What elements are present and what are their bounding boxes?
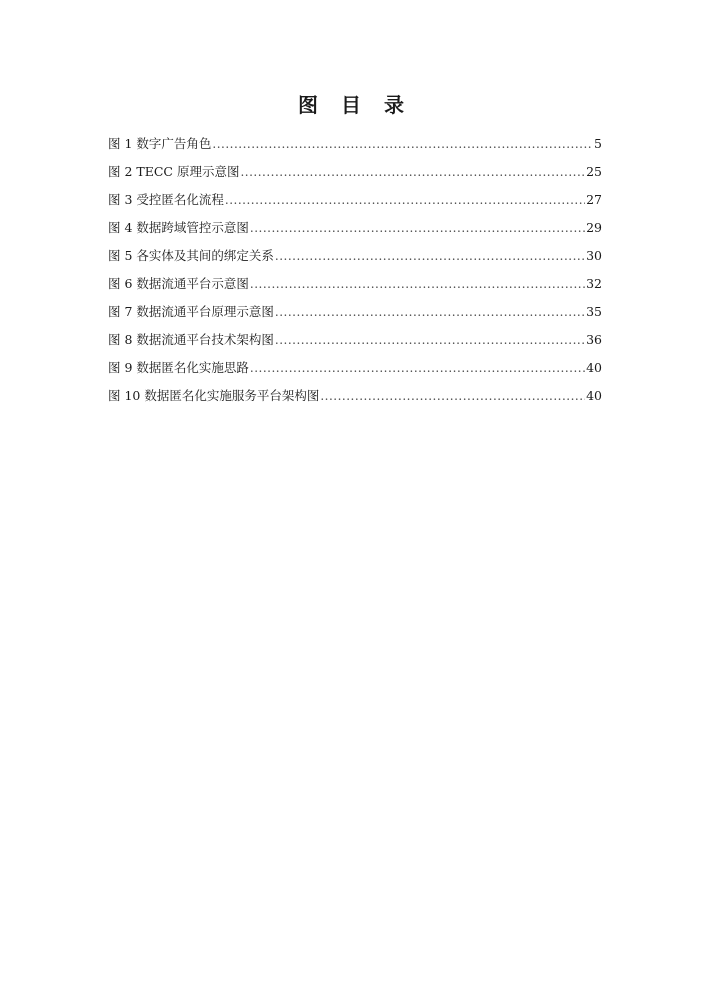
toc-dot-leader bbox=[225, 190, 585, 210]
toc-entry[interactable] bbox=[108, 210, 602, 238]
toc-entry[interactable] bbox=[108, 266, 602, 294]
toc-entry-label: 图 3 受控匿名化流程 bbox=[108, 192, 224, 207]
toc-entry-label: 图 6 数据流通平台示意图 bbox=[108, 276, 249, 291]
toc-dot-leader bbox=[250, 274, 585, 294]
toc-dot-leader bbox=[250, 358, 585, 378]
page-title: 图 目 录 bbox=[298, 93, 412, 117]
toc-entry[interactable] bbox=[108, 126, 602, 154]
toc-entry-label: 图 7 数据流通平台原理示意图 bbox=[108, 304, 274, 319]
toc-entry-label: 图 1 数字广告角色 bbox=[108, 136, 212, 151]
toc-dot-leader bbox=[240, 162, 585, 182]
toc-page-number: 40 bbox=[586, 388, 602, 403]
toc-dot-leader bbox=[250, 218, 585, 238]
toc-dot-leader bbox=[275, 246, 585, 266]
toc-page-number: 27 bbox=[586, 192, 602, 207]
toc-entry-label: 图 4 数据跨域管控示意图 bbox=[108, 220, 249, 235]
toc-page-number: 5 bbox=[594, 136, 602, 151]
toc-entry-label: 图 10 数据匿名化实施服务平台架构图 bbox=[108, 388, 320, 403]
toc-entry[interactable] bbox=[108, 322, 602, 350]
toc-entry[interactable] bbox=[108, 294, 602, 322]
toc-page-number: 36 bbox=[586, 332, 602, 347]
toc-entry[interactable] bbox=[108, 182, 602, 210]
toc-page-number: 32 bbox=[586, 276, 602, 291]
toc-entry[interactable] bbox=[108, 238, 602, 266]
toc-page-number: 40 bbox=[586, 360, 602, 375]
figure-toc-list bbox=[108, 126, 602, 406]
toc-entry-label: 图 8 数据流通平台技术架构图 bbox=[108, 332, 274, 347]
toc-page-number: 35 bbox=[586, 304, 602, 319]
toc-entry[interactable] bbox=[108, 378, 602, 406]
toc-page-number: 25 bbox=[586, 164, 602, 179]
toc-entry-label: 图 9 数据匿名化实施思路 bbox=[108, 360, 249, 375]
toc-dot-leader bbox=[212, 134, 593, 154]
toc-dot-leader bbox=[275, 302, 585, 322]
toc-entry[interactable] bbox=[108, 350, 602, 378]
toc-page-number: 29 bbox=[586, 220, 602, 235]
toc-page-number: 30 bbox=[586, 248, 602, 263]
toc-entry-label: 图 5 各实体及其间的绑定关系 bbox=[108, 248, 274, 263]
toc-entry[interactable] bbox=[108, 154, 602, 182]
toc-dot-leader bbox=[275, 330, 585, 350]
toc-dot-leader bbox=[320, 386, 585, 406]
toc-entry-label: 图 2 TECC 原理示意图 bbox=[108, 164, 240, 179]
